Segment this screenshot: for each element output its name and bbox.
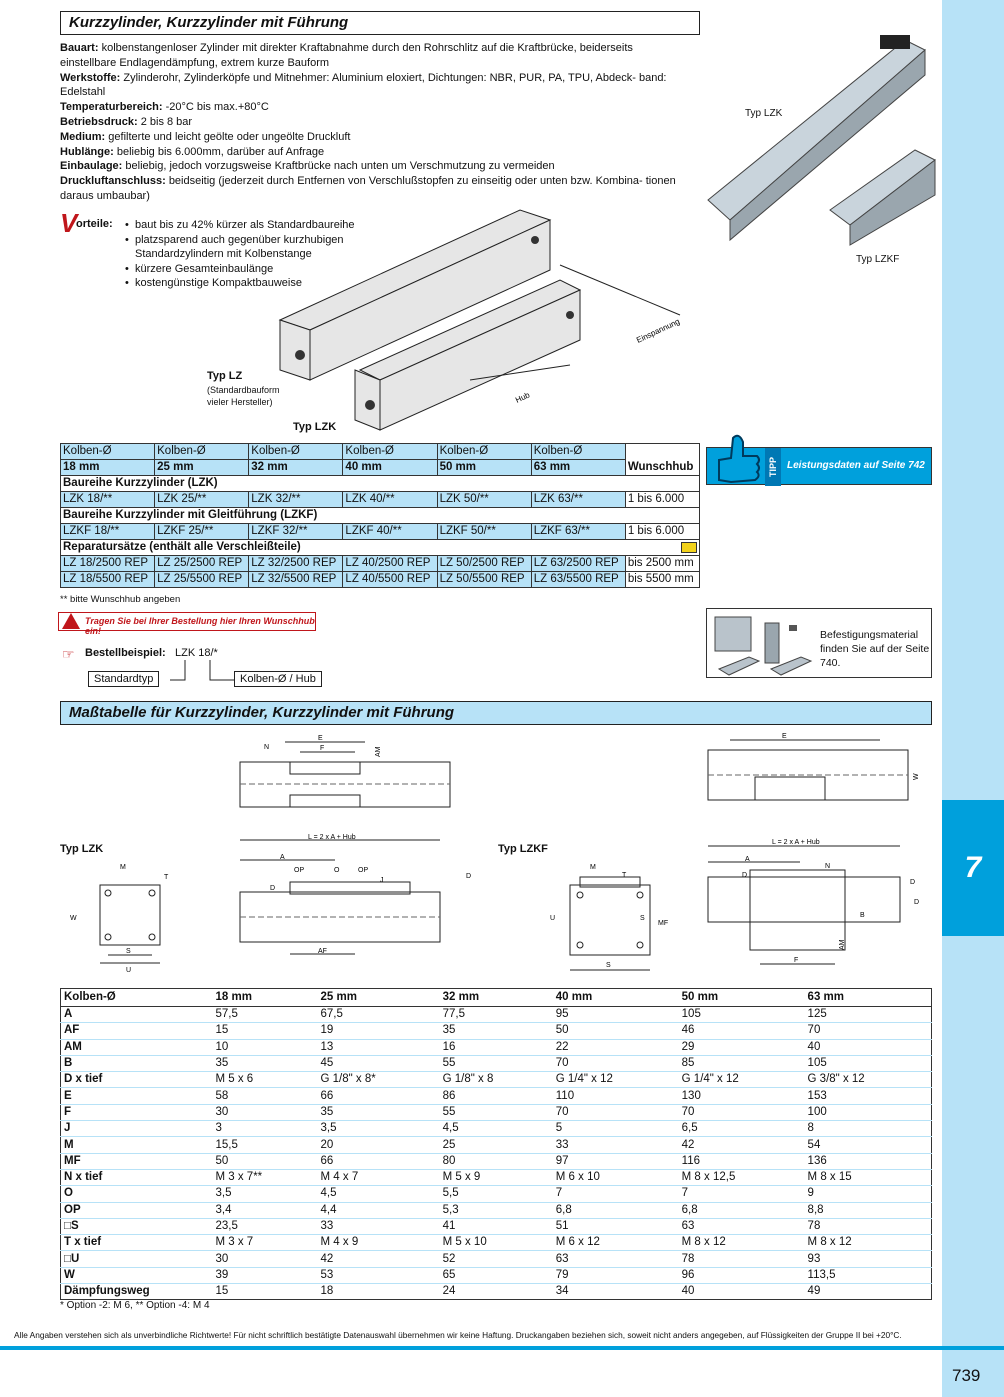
- table-cell: 3,4: [213, 1202, 318, 1218]
- table-cell: 70: [553, 1104, 679, 1120]
- table-row: [61, 1088, 932, 1104]
- caption-lzkf: Typ LZKF: [856, 254, 900, 265]
- svg-text:D: D: [742, 872, 748, 879]
- table-cell: 85: [679, 1055, 805, 1071]
- caption-lzk: Typ LZK: [745, 108, 783, 119]
- table-cell: 8: [805, 1121, 932, 1137]
- table-cell: 46: [679, 1023, 805, 1039]
- table-row: [61, 1267, 932, 1283]
- chapter-tab[interactable]: 7: [942, 800, 1004, 936]
- table-cell: 86: [440, 1088, 553, 1104]
- table-row: LZ 18/2500 REP LZ 25/2500 REP LZ 32/2500 REP LZ 40/2500 REP LZ 50/2500 REP LZ 63/2500 REP bis 2500 mm: [61, 556, 700, 572]
- dimension-table: Kolben-Ø 18 mm 25 mm 32 mm 40 mm 50 mm 63 mm A 57,5 67,5 77,5 95 105 125 AF 15 19 35 50 46 70 AM 10 13 16 22 29 40 B 35 45 55 70 85 105 D x tief M 5 x 6 G 1/8" x 8* G 1/8" x 8 G 1/4" x 12 G 1/4" x 12 G 3/8" x 12 E 58 66 86 110 130 153 F 30 35 55 70 70 100 J 3 3,5 4,5 5 6,5 8 M 15,5 20 25 33 42 54 MF 50 66 80 97 116 136 N x tief M 3 x 7** M 4 x 7 M 5 x 9 M 6 x 10 M 8 x 12,5 M 8 x 15 O 3,5 4,5 5,5 7 7 9 OP 3,4 4,4 5,3 6,8 6,8 8,8 □S 23,5 33 41 51 63 78 T x tief M 3 x 7 M 4 x 9 M 5 x 10 M 6 x 12 M 8 x 12 M 8 x 12 □U 30 42 52 63 78 93 W 39 53 65 79 96 113,5 Dämpfungsweg 15 18 24 34 40 49: [60, 988, 932, 1300]
- table-cell: 4,5: [440, 1121, 553, 1137]
- row-label: AF: [61, 1023, 213, 1039]
- section-title: Kurzzylinder, Kurzzylinder mit Führung: [60, 11, 700, 35]
- svg-text:F: F: [320, 745, 325, 752]
- table-cell: 25: [440, 1137, 553, 1153]
- table-cell: 4,4: [318, 1202, 440, 1218]
- table-cell: M 4 x 9: [318, 1235, 440, 1251]
- table-cell: 29: [679, 1039, 805, 1055]
- table-cell: 40: [805, 1039, 932, 1055]
- svg-text:S: S: [126, 948, 131, 955]
- table-cell: M 8 x 12: [679, 1235, 805, 1251]
- chapter-sidebar: [942, 0, 1004, 1397]
- table-cell: M 6 x 12: [553, 1235, 679, 1251]
- table-cell: 97: [553, 1153, 679, 1169]
- row-label: MF: [61, 1153, 213, 1169]
- table-cell: 153: [805, 1088, 932, 1104]
- footer-disclaimer: Alle Angaben verstehen sich als unverbindliche Richtwerte! Für nicht schriftlich bestätigte Datenauswahl übernehmen wir keine Haftung. Druckangaben beziehen sich, soweit nicht anders angegeben, auf Flüssigkeiten der Gruppe II bei +20°C.: [14, 1330, 902, 1340]
- table-cell: 105: [679, 1007, 805, 1023]
- table-row: [61, 1023, 932, 1039]
- table-row: [61, 1137, 932, 1153]
- drawing-label-lzk: Typ LZK: [60, 843, 104, 855]
- table-cell: 39: [213, 1267, 318, 1283]
- table-cell: M 8 x 15: [805, 1169, 932, 1185]
- table-cell: M 6 x 10: [553, 1169, 679, 1185]
- table-cell: 100: [805, 1104, 932, 1120]
- row-label: □S: [61, 1218, 213, 1234]
- list-item: • baut bis zu 42% kürzer als Standardbaureihe: [125, 218, 385, 233]
- row-label: □U: [61, 1251, 213, 1267]
- bestell-value: LZK 18/*: [175, 647, 218, 659]
- table-cell: 35: [440, 1023, 553, 1039]
- table-cell: 116: [679, 1153, 805, 1169]
- svg-text:MF: MF: [658, 920, 669, 927]
- svg-text:J: J: [380, 877, 384, 884]
- table-cell: 18: [318, 1284, 440, 1300]
- svg-text:D: D: [910, 879, 916, 886]
- kolben-hub-box: Kolben-Ø / Hub: [234, 671, 322, 687]
- drawing-lzk-end: [60, 855, 180, 980]
- svg-text:N: N: [825, 863, 831, 870]
- svg-text:S: S: [606, 962, 611, 969]
- wrench-icon: [681, 542, 697, 553]
- drawing-lzkf-side: [700, 832, 930, 972]
- table-cell: 130: [679, 1088, 805, 1104]
- table-cell: 7: [679, 1186, 805, 1202]
- table-row: LZKF 18/** LZKF 25/** LZKF 32/** LZKF 40/** LZKF 50/** LZKF 63/** 1 bis 6.000: [61, 524, 700, 540]
- row-label: AM: [61, 1039, 213, 1055]
- svg-text:N: N: [264, 744, 270, 751]
- table-cell: 52: [440, 1251, 553, 1267]
- table-cell: 5,5: [440, 1186, 553, 1202]
- table-cell: 70: [553, 1055, 679, 1071]
- svg-text:M: M: [120, 864, 126, 871]
- list-item: • kürzere Gesamteinbaulänge: [125, 262, 385, 277]
- footer-line: [0, 1346, 1004, 1350]
- row-label: D x tief: [61, 1072, 213, 1088]
- table-cell: 7: [553, 1186, 679, 1202]
- standardtyp-box: Standardtyp: [88, 671, 159, 687]
- table-cell: 13: [318, 1039, 440, 1055]
- table-cell: 30: [213, 1251, 318, 1267]
- table-cell: M 5 x 6: [213, 1072, 318, 1088]
- table-cell: 3,5: [213, 1186, 318, 1202]
- table-row: [61, 1055, 932, 1071]
- table-cell: 15: [213, 1023, 318, 1039]
- table-cell: G 1/4" x 12: [553, 1072, 679, 1088]
- table-cell: 5: [553, 1121, 679, 1137]
- table-cell: 66: [318, 1153, 440, 1169]
- table-row: [61, 1169, 932, 1185]
- svg-text:D: D: [466, 873, 472, 880]
- svg-text:OP: OP: [358, 867, 369, 874]
- svg-text:B: B: [860, 912, 865, 919]
- table-row: [61, 1121, 932, 1137]
- table-cell: 4,5: [318, 1186, 440, 1202]
- table-cell: 6,5: [679, 1121, 805, 1137]
- table-cell: 6,8: [679, 1202, 805, 1218]
- section-title-2: Maßtabelle für Kurzzylinder, Kurzzylinder mit Führung: [60, 701, 932, 725]
- table-cell: 80: [440, 1153, 553, 1169]
- table-cell: 55: [440, 1104, 553, 1120]
- table-cell: 45: [318, 1055, 440, 1071]
- table-row: [61, 1153, 932, 1169]
- list-item: • kostengünstige Kompaktbauweise: [125, 276, 385, 291]
- table-cell: 3,5: [318, 1121, 440, 1137]
- table-cell: 35: [213, 1055, 318, 1071]
- svg-text:AM: AM: [375, 746, 382, 757]
- befestigung-text: Befestigungsmaterial finden Sie auf der Seite 740.: [820, 629, 930, 669]
- table-cell: M 8 x 12: [805, 1235, 932, 1251]
- svg-text:L = 2 x A + Hub: L = 2 x A + Hub: [308, 834, 356, 841]
- svg-text:U: U: [126, 967, 132, 974]
- option-note: * Option -2: M 6, ** Option -4: M 4: [60, 1300, 210, 1311]
- table-cell: 105: [805, 1055, 932, 1071]
- svg-text:A: A: [280, 854, 285, 861]
- table-row: [61, 1218, 932, 1234]
- table-cell: G 1/8" x 8*: [318, 1072, 440, 1088]
- table-cell: M 3 x 7**: [213, 1169, 318, 1185]
- svg-text:E: E: [318, 735, 323, 742]
- table-row: [61, 1251, 932, 1267]
- table-cell: 77,5: [440, 1007, 553, 1023]
- table-cell: 70: [805, 1023, 932, 1039]
- mounting-parts-image: [709, 611, 819, 677]
- svg-text:OP: OP: [294, 867, 305, 874]
- table-cell: 50: [213, 1153, 318, 1169]
- table-cell: 136: [805, 1153, 932, 1169]
- bestell-label: Bestellbeispiel:: [85, 647, 166, 659]
- list-item: • platzsparend auch gegenüber kurzhubigen Standardzylindern mit Kolbenstange: [125, 233, 385, 262]
- row-label: O: [61, 1186, 213, 1202]
- table-cell: M 8 x 12,5: [679, 1169, 805, 1185]
- svg-text:T: T: [622, 872, 627, 879]
- svg-text:Einspannung: Einspannung: [635, 316, 682, 345]
- table-cell: 9: [805, 1186, 932, 1202]
- thumbs-up-icon: [711, 430, 763, 488]
- table-cell: 55: [440, 1055, 553, 1071]
- cylinder-illustration: [270, 190, 690, 430]
- svg-text:E: E: [782, 733, 787, 740]
- table-cell: 63: [553, 1251, 679, 1267]
- svg-text:L = 2 x A + Hub: L = 2 x A + Hub: [772, 839, 820, 846]
- row-label: B: [61, 1055, 213, 1071]
- svg-text:Hub: Hub: [514, 390, 532, 405]
- table-cell: G 3/8" x 12: [805, 1072, 932, 1088]
- table-cell: 42: [679, 1137, 805, 1153]
- table-cell: 40: [679, 1284, 805, 1300]
- table-cell: 96: [679, 1267, 805, 1283]
- table-cell: M 3 x 7: [213, 1235, 318, 1251]
- svg-text:F: F: [794, 957, 799, 964]
- table-cell: 22: [553, 1039, 679, 1055]
- table-cell: 50: [553, 1023, 679, 1039]
- svg-text:M: M: [590, 864, 596, 871]
- svg-text:S: S: [640, 915, 645, 922]
- table-cell: 125: [805, 1007, 932, 1023]
- table-cell: 49: [805, 1284, 932, 1300]
- table-row: [61, 1202, 932, 1218]
- table-row: [61, 1039, 932, 1055]
- caption-lz: Typ LZ: [207, 370, 243, 382]
- table-cell: 15: [213, 1284, 318, 1300]
- table-cell: 54: [805, 1137, 932, 1153]
- table-cell: 33: [553, 1137, 679, 1153]
- table-cell: 93: [805, 1251, 932, 1267]
- row-label: E: [61, 1088, 213, 1104]
- drawing-lzk-top: [230, 732, 460, 812]
- table-cell: 6,8: [553, 1202, 679, 1218]
- table-row: [61, 1104, 932, 1120]
- table-row: [61, 1284, 932, 1300]
- drawing-lzk-side: [230, 832, 470, 962]
- table-cell: 20: [318, 1137, 440, 1153]
- table-cell: 16: [440, 1039, 553, 1055]
- table-row: [61, 1007, 932, 1023]
- order-table: Kolben-Ø Kolben-Ø Kolben-Ø Kolben-Ø Kolben-Ø Kolben-Ø Wunschhub 18 mm 25 mm 32 mm 40 mm 50 mm 63 mm Baureihe Kurzzylinder (LZK) LZK 18/** LZK 25/** LZK 32/** LZK 40/** LZK 50/** LZK 63/** 1 bis 6.000 Baureihe Kurzzylinder mit Gleitführung (LZKF) LZKF 18/** LZKF 25/** LZKF 32/** LZKF 40/** LZKF 50/** LZKF 63/** 1 bis 6.000 Reparatursätze (enthält alle Verschleißteile) LZ 18/2500 REP LZ 25/2500 REP LZ 32/2500 REP LZ 40/2500 REP LZ 50/2500 REP LZ 63/2500 REP bis 2500 mm LZ 18/5500 REP LZ 25/5500 REP LZ 32/5500 REP LZ 40/5500 REP LZ 50/5500 REP LZ 63/5500 REP bis 5500 mm: [60, 443, 700, 588]
- table-cell: 51: [553, 1218, 679, 1234]
- caption-lz-sub: vieler Hersteller): [207, 397, 273, 407]
- svg-text:U: U: [550, 915, 556, 922]
- table-cell: 15,5: [213, 1137, 318, 1153]
- drawing-lzkf-end: [540, 855, 670, 980]
- svg-text:O: O: [334, 867, 340, 874]
- row-label: J: [61, 1121, 213, 1137]
- svg-text:A: A: [745, 856, 750, 863]
- table-cell: 41: [440, 1218, 553, 1234]
- page-number: 739: [952, 1366, 981, 1385]
- row-label: T x tief: [61, 1235, 213, 1251]
- table-cell: 95: [553, 1007, 679, 1023]
- table-cell: 42: [318, 1251, 440, 1267]
- bestell-lines: [160, 660, 240, 690]
- table-row: [61, 1186, 932, 1202]
- table-row: [61, 1235, 932, 1251]
- table-cell: 79: [553, 1267, 679, 1283]
- table-cell: M 5 x 10: [440, 1235, 553, 1251]
- caption-lzk-2: Typ LZK: [293, 421, 337, 433]
- table-cell: 67,5: [318, 1007, 440, 1023]
- tipp-box[interactable]: TIPP Leistungsdaten auf Seite 742: [706, 447, 932, 485]
- table-cell: 58: [213, 1088, 318, 1104]
- row-label: M: [61, 1137, 213, 1153]
- table-cell: 5,3: [440, 1202, 553, 1218]
- table-cell: 78: [679, 1251, 805, 1267]
- row-label: F: [61, 1104, 213, 1120]
- spec-block: Bauart: kolbenstangenloser Zylinder mit direkter Kraftabnahme durch den Rohrschlitz auf die Kraftbrücke, beiderseits einstellbare Endlagendämpfung, extrem kurze Bauform Werkstoffe: Zylinderohr, Zylinderköpfe und Mitnehmer: Aluminium eloxiert, Dichtungen: NBR, PUR, PA, TPU, Abdeck- band: Edelstahl Temperaturbereich: -20°C bis max.+80°C Betriebsdruck: 2 bis 8 bar Medium: gefilterte und leicht geölte oder ungeölte Druckluft Hublänge: beliebig bis 6.000mm, darüber auf Anfrage Einbaulage: beliebig, jedoch vorzugsweise Kraftbrücke nach unten um Verschmutzung zu vermeiden Druckluftanschluss: beidseitig (jederzeit durch Entfernen von Verschlußstopfen zu einseitig oder unten bzw. Kombina- tionen daraus umbaubar): [60, 42, 676, 202]
- table-cell: 10: [213, 1039, 318, 1055]
- table-cell: 53: [318, 1267, 440, 1283]
- svg-text:T: T: [164, 874, 169, 881]
- table-cell: M 4 x 7: [318, 1169, 440, 1185]
- svg-text:W: W: [70, 915, 77, 922]
- table-cell: 66: [318, 1088, 440, 1104]
- lzk-photo: [700, 30, 940, 250]
- table-cell: 23,5: [213, 1218, 318, 1234]
- table-cell: 19: [318, 1023, 440, 1039]
- table-cell: G 1/8" x 8: [440, 1072, 553, 1088]
- row-label: Dämpfungsweg: [61, 1284, 213, 1300]
- vorteile-label: orteile:: [76, 218, 113, 230]
- table-row: [61, 1072, 932, 1088]
- wunsch-note: ** bitte Wunschhub angeben: [60, 594, 181, 605]
- row-label: A: [61, 1007, 213, 1023]
- row-label: N x tief: [61, 1169, 213, 1185]
- table-cell: 30: [213, 1104, 318, 1120]
- warning-banner: Tragen Sie bei Ihrer Bestellung hier Ihren Wunschhub ein!: [58, 612, 316, 631]
- table-cell: G 1/4" x 12: [679, 1072, 805, 1088]
- svg-text:AF: AF: [318, 948, 327, 955]
- svg-text:AM: AM: [839, 939, 846, 950]
- table-cell: 8,8: [805, 1202, 932, 1218]
- table-row: LZK 18/** LZK 25/** LZK 32/** LZK 40/** LZK 50/** LZK 63/** 1 bis 6.000: [61, 492, 700, 508]
- table-cell: 78: [805, 1218, 932, 1234]
- table-cell: 110: [553, 1088, 679, 1104]
- table-cell: 34: [553, 1284, 679, 1300]
- drawing-lzkf-top: [700, 732, 930, 812]
- pointing-hand-icon: ☞: [62, 646, 75, 662]
- drawing-label-lzkf: Typ LZKF: [498, 843, 548, 855]
- table-cell: 3: [213, 1121, 318, 1137]
- table-cell: 63: [679, 1218, 805, 1234]
- checkmark-icon: V: [60, 208, 78, 238]
- table-cell: 57,5: [213, 1007, 318, 1023]
- row-label: OP: [61, 1202, 213, 1218]
- svg-text:D: D: [914, 899, 920, 906]
- svg-text:D: D: [270, 885, 276, 892]
- caption-lz-sub: (Standardbauform: [207, 385, 280, 395]
- row-label: W: [61, 1267, 213, 1283]
- table-cell: M 5 x 9: [440, 1169, 553, 1185]
- table-cell: 35: [318, 1104, 440, 1120]
- table-cell: 113,5: [805, 1267, 932, 1283]
- svg-text:W: W: [913, 773, 920, 780]
- table-row: LZ 18/5500 REP LZ 25/5500 REP LZ 32/5500 REP LZ 40/5500 REP LZ 50/5500 REP LZ 63/5500 REP bis 5500 mm: [61, 572, 700, 588]
- table-cell: 70: [679, 1104, 805, 1120]
- table-cell: 24: [440, 1284, 553, 1300]
- table-cell: 65: [440, 1267, 553, 1283]
- table-cell: 33: [318, 1218, 440, 1234]
- warning-icon: [62, 613, 80, 629]
